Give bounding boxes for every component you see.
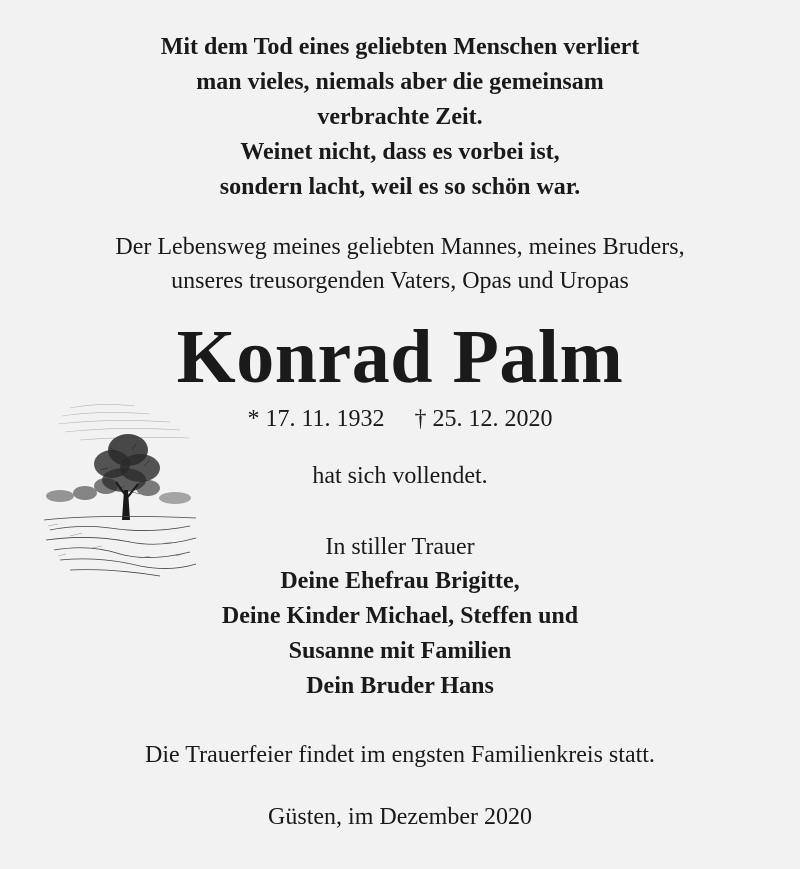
intro-line: Der Lebensweg meines geliebten Mannes, meines Bruders, [115,234,685,260]
birth-date: * 17. 11. 1932 [247,406,385,432]
place-date: Güsten, im Dezember 2020 [268,804,532,830]
deceased-name: Konrad Palm [176,315,624,399]
poem-line: man vieles, niemals aber die gemeinsam [196,69,604,95]
death-date: † 25. 12. 2020 [414,406,553,432]
poem-line: sondern lacht, weil es so schön war. [219,174,581,200]
ceremony-text: Die Trauerfeier findet im engsten Familienkreis statt. [145,742,655,768]
poem-line: Mit dem Tod eines geliebten Menschen verliert [160,34,640,60]
completed-text: hat sich vollendet. [312,463,488,489]
memorial-poem [40,30,760,205]
mourner-line: Susanne mit Familien [288,638,512,664]
mourner-line: Dein Bruder Hans [306,673,494,699]
intro-text [20,230,780,298]
tree-landscape-icon [40,398,200,583]
intro-line: unseres treusorgenden Vaters, Opas und Uropas [171,268,629,294]
poem-line: Weinet nicht, dass es vorbei ist, [240,139,560,165]
life-dates [190,402,610,436]
mourning-intro: In stiller Trauer [325,534,475,560]
mourner-line: Deine Ehefrau Brigitte, [280,568,520,594]
mourners-list [140,564,660,704]
poem-line: verbrachte Zeit. [317,104,483,130]
mourner-line: Deine Kinder Michael, Steffen und [221,603,579,629]
